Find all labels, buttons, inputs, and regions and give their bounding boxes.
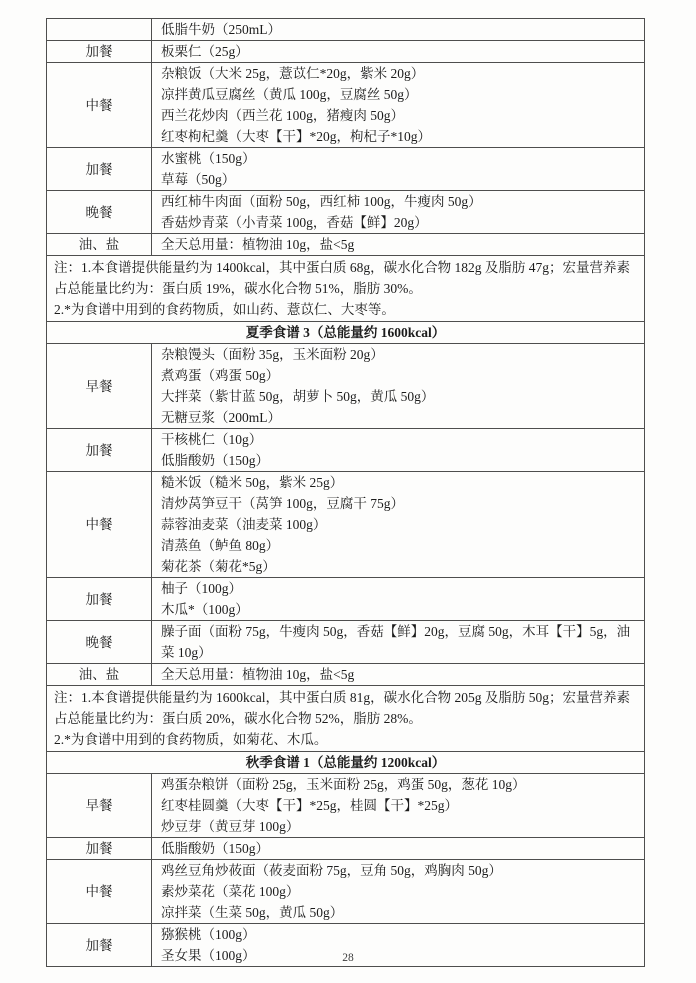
meal-item: 板栗仁（25g） [161,44,249,59]
section-header: 夏季食谱 3（总能量约 1600kcal） [47,322,645,344]
meal-content [152,860,645,924]
meal-item: 红枣枸杞羹（大枣【干】*20g，枸杞子*10g） [161,129,431,144]
meal-item: 香菇炒青菜（小青菜 100g，香菇【鲜】20g） [161,215,428,230]
meal-item: 圣女果（100g） [161,948,256,963]
meal-row [47,429,645,472]
meal-row [47,664,645,686]
meal-label: 加餐 [47,838,152,860]
meal-label: 油、盐 [47,234,152,256]
meal-item: 煮鸡蛋（鸡蛋 50g） [161,368,280,383]
meal-row [47,148,645,191]
meal-row [47,63,645,148]
meal-content [152,41,645,63]
meal-row [47,472,645,578]
meal-label: 加餐 [47,429,152,472]
note-cell [47,256,645,322]
meal-row [47,41,645,63]
meal-content [152,621,645,664]
meal-item: 无糖豆浆（200mL） [161,410,281,425]
meal-content [152,838,645,860]
meal-content [152,191,645,234]
meal-content [152,19,645,41]
meal-item: 蒜蓉油麦菜（油麦菜 100g） [161,517,327,532]
meal-content [152,774,645,838]
meal-item: 鸡蛋杂粮饼（面粉 25g，玉米面粉 25g，鸡蛋 50g，葱花 10g） [161,777,526,792]
meal-item: 木瓜*（100g） [161,602,249,617]
meal-label: 中餐 [47,860,152,924]
note-row [47,256,645,322]
meal-content [152,429,645,472]
meal-item: 柚子（100g） [161,581,242,596]
meal-row [47,838,645,860]
note-line: 2.*为食谱中用到的食药物质，如山药、薏苡仁、大枣等。 [54,302,395,317]
meal-content [152,234,645,256]
meal-content [152,472,645,578]
meal-label [47,19,152,41]
meal-item: 杂粮馒头（面粉 35g，玉米面粉 20g） [161,347,384,362]
meal-row [47,344,645,429]
meal-label: 中餐 [47,472,152,578]
meal-item: 干核桃仁（10g） [161,432,263,447]
meal-row [47,621,645,664]
meal-row [47,860,645,924]
meal-item: 全天总用量：植物油 10g，盐<5g [161,667,355,682]
meal-item: 全天总用量：植物油 10g，盐<5g [161,237,355,252]
note-line: 注：1.本食谱提供能量约为 1400kcal，其中蛋白质 68g，碳水化合物 182g 及脂肪 47g；宏量营养素占总能量比约为：蛋白质 19%，碳水化合物 51%，脂肪 30%。 [54,260,630,296]
note-row [47,686,645,752]
meal-item: 糙米饭（糙米 50g，紫米 25g） [161,475,344,490]
meal-item: 猕猴桃（100g） [161,927,256,942]
meal-plan-table-body [47,19,645,967]
note-cell [47,686,645,752]
meal-item: 凉拌菜（生菜 50g，黄瓜 50g） [161,905,344,920]
meal-item: 清炒莴笋豆干（莴笋 100g，豆腐干 75g） [161,496,404,511]
page-number: 28 [342,952,354,964]
meal-item: 杂粮饭（大米 25g，薏苡仁*20g，紫米 20g） [161,66,425,81]
meal-label: 加餐 [47,41,152,63]
meal-label: 中餐 [47,63,152,148]
meal-item: 凉拌黄瓜豆腐丝（黄瓜 100g，豆腐丝 50g） [161,87,418,102]
meal-item: 红枣桂圆羹（大枣【干】*25g，桂圆【干】*25g） [161,798,458,813]
meal-item: 素炒菜花（菜花 100g） [161,884,300,899]
section-header-row [47,752,645,774]
meal-item: 鸡丝豆角炒莜面（莜麦面粉 75g，豆角 50g，鸡胸肉 50g） [161,863,502,878]
meal-content [152,578,645,621]
meal-label: 晚餐 [47,621,152,664]
meal-label: 早餐 [47,774,152,838]
meal-item: 低脂酸奶（150g） [161,453,269,468]
meal-row [47,774,645,838]
meal-row [47,19,645,41]
meal-label: 晚餐 [47,191,152,234]
meal-content [152,63,645,148]
meal-row [47,578,645,621]
section-header-row [47,322,645,344]
meal-item: 西兰花炒肉（西兰花 100g，猪瘦肉 50g） [161,108,404,123]
meal-row [47,234,645,256]
section-header: 秋季食谱 1（总能量约 1200kcal） [47,752,645,774]
meal-item: 草莓（50g） [161,172,236,187]
meal-item: 臊子面（面粉 75g，牛瘦肉 50g，香菇【鲜】20g，豆腐 50g，木耳【干】5g，油菜 10g） [161,624,631,660]
meal-label: 加餐 [47,578,152,621]
meal-label: 加餐 [47,148,152,191]
meal-content [152,664,645,686]
meal-plan-table [46,18,645,967]
meal-label: 加餐 [47,924,152,967]
meal-item: 炒豆芽（黄豆芽 100g） [161,819,300,834]
note-line: 注：1.本食谱提供能量约为 1600kcal，其中蛋白质 81g，碳水化合物 205g 及脂肪 50g；宏量营养素占总能量比约为：蛋白质 20%，碳水化合物 52%，脂肪 28%。 [54,690,630,726]
meal-label: 早餐 [47,344,152,429]
meal-item: 低脂牛奶（250mL） [161,22,281,37]
meal-label: 油、盐 [47,664,152,686]
meal-row [47,191,645,234]
meal-content [152,344,645,429]
meal-item: 低脂酸奶（150g） [161,841,269,856]
meal-item: 西红柿牛肉面（面粉 50g，西红柿 100g，牛瘦肉 50g） [161,194,482,209]
meal-item: 菊花茶（菊花*5g） [161,559,276,574]
meal-item: 大拌菜（紫甘蓝 50g，胡萝卜 50g，黄瓜 50g） [161,389,435,404]
meal-content [152,148,645,191]
meal-item: 水蜜桃（150g） [161,151,256,166]
meal-item: 清蒸鱼（鲈鱼 80g） [161,538,280,553]
note-line: 2.*为食谱中用到的食药物质，如菊花、木瓜。 [54,732,328,747]
